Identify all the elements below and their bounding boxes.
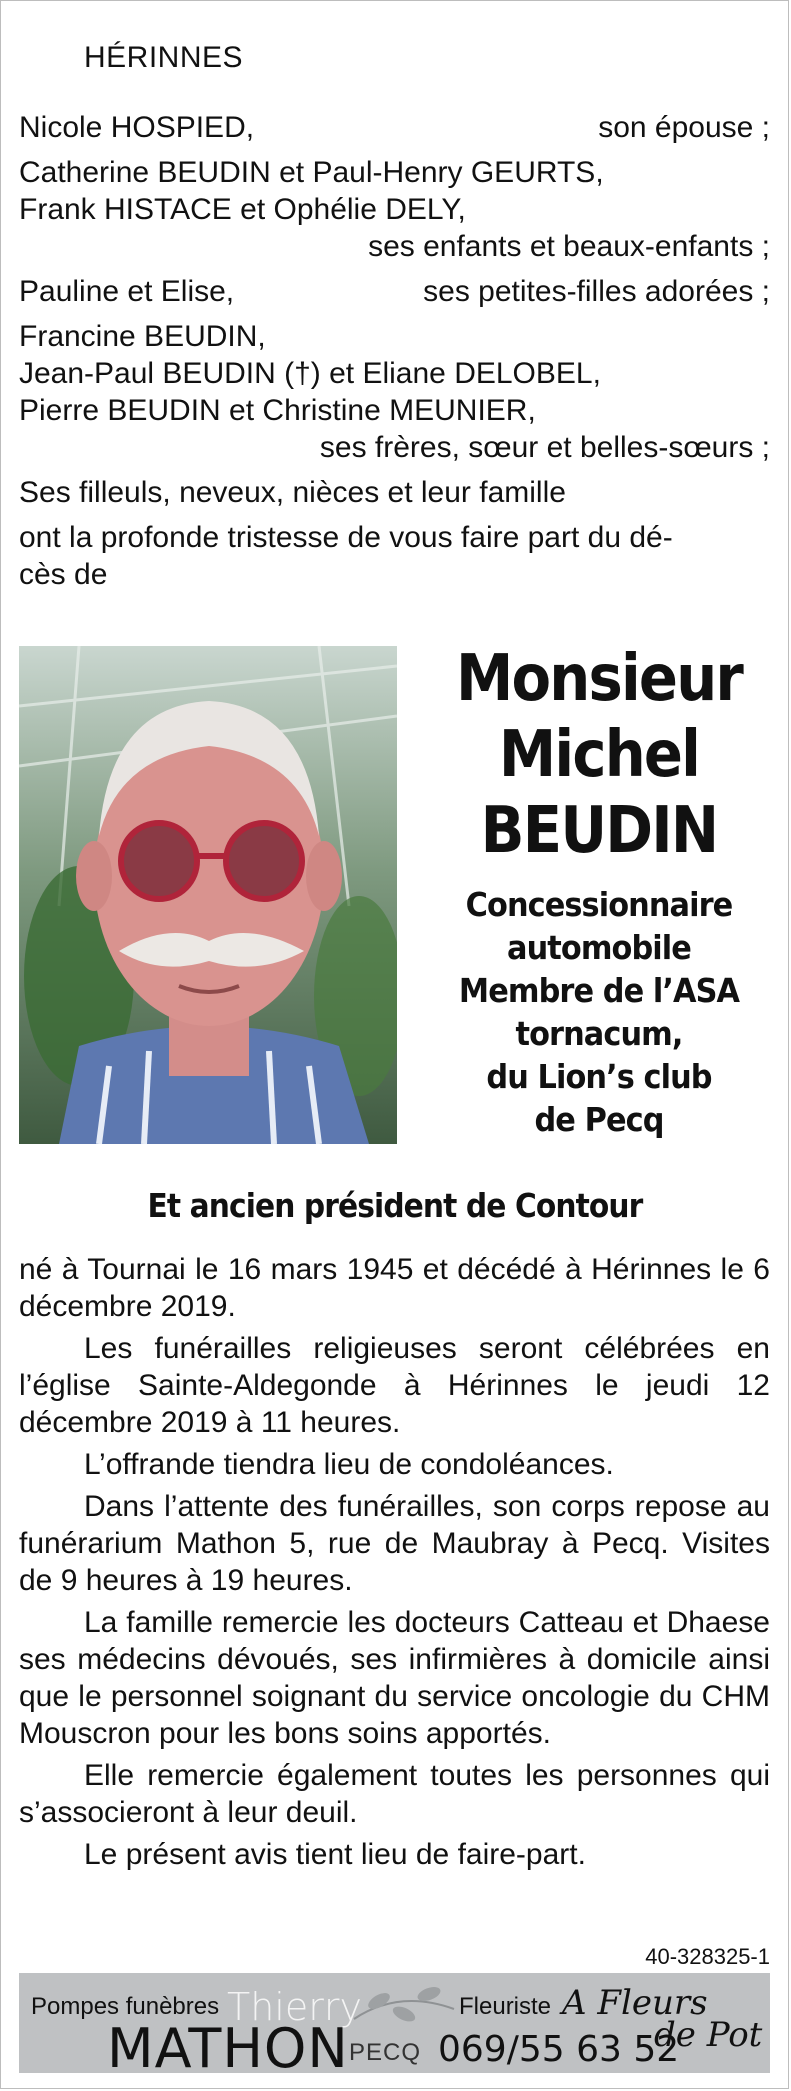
phone-number: 069/55 63 52 <box>438 2029 680 2070</box>
grandchildren-row <box>19 273 770 310</box>
siblings-line-1: Francine BEUDIN, <box>19 320 266 353</box>
children-role: ses enfants et beaux-enfants ; <box>368 230 770 263</box>
siblings-line-3: Pierre BEUDIN et Christine MEUNIER, <box>19 394 536 427</box>
role-line: de Pecq <box>534 1100 664 1139</box>
florist-brand-1: A Fleurs <box>562 1983 708 2023</box>
reference-number: 40-328325-1 <box>645 1944 770 1969</box>
deceased-roles <box>426 883 772 1141</box>
visits-paragraph: Dans l’attente des funérailles, son corps repose au funérarium Mathon 5, rue de Maubray à Pecq. Visites de 9 heures à 19 heures. <box>19 1490 770 1597</box>
spouse-role: son épouse ; <box>598 111 770 144</box>
family-list <box>19 109 770 593</box>
spouse-name: Nicole HOSPIED, <box>19 111 255 144</box>
funeral-services-label: Pompes funèbres <box>31 1993 220 2020</box>
thanks-paragraph-1: La famille remercie les docteurs Catteau et Dhaese ses médecins dévoués, ses infirmières à domicile ainsi que le personnel soignant du service oncologie du CHM Mouscron pour les bons soins apportés. <box>19 1606 770 1750</box>
grandchildren-name: Pauline et Elise, <box>19 275 235 308</box>
notice-paragraph: Le présent avis tient lieu de faire-part. <box>84 1838 586 1871</box>
announce-line-2: cès de <box>19 558 108 591</box>
role-line: Membre de l’ASA <box>458 971 740 1010</box>
funeral-paragraph: Les funérailles religieuses seront célébrées en l’église Sainte-Aldegonde à Hérinnes le jeudi 12 décembre 2019 à 11 heures. <box>19 1332 770 1439</box>
florist-brand-2: de Pot <box>654 2015 763 2055</box>
role-line: automobile <box>507 928 691 967</box>
offering-paragraph: L’offrande tiendra lieu de condoléances. <box>84 1448 614 1481</box>
thanks-paragraph-2: Elle remercie également toutes les personnes qui s’associeront à leur deuil. <box>19 1759 770 1829</box>
role-line: tornacum, <box>515 1014 683 1053</box>
siblings-line-2: Jean-Paul BEUDIN (†) et Eliane DELOBEL, <box>19 357 601 390</box>
florist-label: Fleuriste <box>459 1993 552 2020</box>
grandchildren-role: ses petites-filles adorées ; <box>423 275 770 308</box>
role-line: Concessionnaire <box>465 885 733 924</box>
deceased-block <box>426 641 772 1141</box>
former-role <box>1 1186 788 1225</box>
portrait-photo <box>19 646 397 1144</box>
children-line-2: Frank HISTACE et Ophélie DELY, <box>19 193 466 226</box>
children-line-1: Catherine BEUDIN et Paul-Henry GEURTS, <box>19 156 604 189</box>
role-line: du Lion’s club <box>486 1057 712 1096</box>
mathon-label: MATHON <box>107 2017 349 2080</box>
footer-ad <box>19 1973 770 2080</box>
deceased-first-name: Michel <box>498 718 700 792</box>
pecq-label: PECQ <box>349 2039 422 2066</box>
birth-death-paragraph: né à Tournai le 16 mars 1945 et décédé à Hérinnes le 6 décembre 2019. <box>19 1253 770 1323</box>
location-heading: HÉRINNES <box>84 41 244 74</box>
notice-body <box>19 1251 770 1873</box>
former-role-text: Et ancien président de Contour <box>147 1186 642 1225</box>
thierry-label: Thierry <box>227 1985 362 2029</box>
others-line: Ses filleuls, neveux, nièces et leur famille <box>19 476 566 509</box>
portrait-illustration <box>19 646 397 1144</box>
announce-line-1: ont la profonde tristesse de vous faire part du dé- <box>19 521 673 554</box>
deceased-title: Monsieur <box>455 642 743 716</box>
siblings-role: ses frères, sœur et belles-sœurs ; <box>319 431 770 464</box>
deceased-last-name: BEUDIN <box>480 794 718 868</box>
spouse-row <box>19 109 770 146</box>
